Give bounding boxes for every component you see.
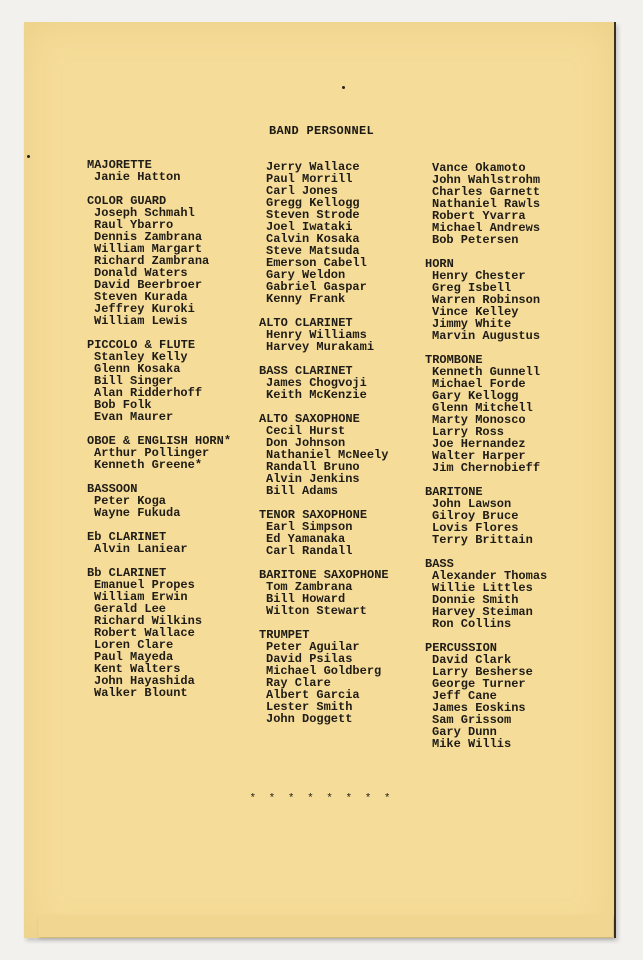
instrument-section	[87, 339, 262, 423]
member-name: David Beerbroer	[94, 278, 203, 292]
section-heading: TRUMPET	[259, 628, 310, 642]
member-name: Kenneth Greene*	[94, 458, 203, 472]
member-name: Henry Chester	[432, 269, 526, 283]
instrument-section	[87, 159, 262, 183]
instrument-section	[425, 486, 615, 546]
instrument-section	[425, 162, 615, 246]
member-name: Richard Wilkins	[94, 614, 203, 628]
member-name: Donnie Smith	[432, 593, 519, 607]
member-name: Henry Williams	[266, 328, 367, 342]
ink-speck	[27, 155, 30, 158]
member-name: Wilton Stewart	[266, 604, 367, 618]
member-name: Walker Blount	[94, 686, 188, 700]
member-name: Kent Walters	[94, 662, 181, 676]
member-name: Wayne Fukuda	[94, 506, 181, 520]
instrument-section	[259, 161, 429, 305]
member-name: Arthur Pollinger	[94, 446, 210, 460]
member-name: Emerson Cabell	[266, 256, 367, 270]
member-name: Bill Adams	[266, 484, 339, 498]
member-name: Robert Yvarra	[432, 209, 526, 223]
member-name: Loren Clare	[94, 638, 174, 652]
section-heading: BASS	[425, 557, 454, 571]
member-name: Dennis Zambrana	[94, 230, 203, 244]
member-name: Kenneth Gunnell	[432, 365, 541, 379]
member-name: Sam Grissom	[432, 713, 512, 727]
member-name: Richard Zambrana	[94, 254, 210, 268]
member-name: Robert Wallace	[94, 626, 195, 640]
section-heading: COLOR GUARD	[87, 194, 167, 208]
section-heading: MAJORETTE	[87, 158, 152, 172]
member-name: Kenny Frank	[266, 292, 346, 306]
member-name: Peter Aguilar	[266, 640, 360, 654]
section-heading: BASSOON	[87, 482, 138, 496]
member-name: Alan Ridderhoff	[94, 386, 203, 400]
member-name: Terry Brittain	[432, 533, 533, 547]
member-name: Vance Okamoto	[432, 161, 526, 175]
instrument-section	[425, 642, 615, 750]
instrument-section	[425, 354, 615, 474]
instrument-section	[87, 435, 262, 471]
member-name: Gary Kellogg	[432, 389, 519, 403]
member-name: Ron Collins	[432, 617, 512, 631]
member-name: Alvin Jenkins	[266, 472, 360, 486]
section-heading: PERCUSSION	[425, 641, 498, 655]
instrument-section	[259, 629, 429, 725]
section-heading: ALTO CLARINET	[259, 316, 353, 330]
member-name: John Wahlstrohm	[432, 173, 541, 187]
member-name: Mike Willis	[432, 737, 512, 751]
member-name: Gabriel Gaspar	[266, 280, 367, 294]
member-name: Joe Hernandez	[432, 437, 526, 451]
member-name: David Clark	[432, 653, 512, 667]
member-name: James Chogvoji	[266, 376, 367, 390]
member-name: Nathaniel Rawls	[432, 197, 541, 211]
member-name: Ed Yamanaka	[266, 532, 346, 546]
ink-speck	[342, 86, 345, 89]
member-name: Paul Mayeda	[94, 650, 174, 664]
member-name: Glenn Kosaka	[94, 362, 181, 376]
member-name: Jeff Cane	[432, 689, 497, 703]
instrument-section	[425, 258, 615, 342]
member-name: Charles Garnett	[432, 185, 541, 199]
member-name: Keith McKenzie	[266, 388, 367, 402]
member-name: Carl Jones	[266, 184, 339, 198]
section-heading: ALTO SAXOPHONE	[259, 412, 360, 426]
member-name: Carl Randall	[266, 544, 353, 558]
member-name: Stanley Kelly	[94, 350, 188, 364]
section-heading: OBOE & ENGLISH HORN*	[87, 434, 232, 448]
member-name: Glenn Mitchell	[432, 401, 533, 415]
instrument-section	[87, 483, 262, 519]
instrument-section	[87, 195, 262, 327]
member-name: Vince Kelley	[432, 305, 519, 319]
member-name: Randall Bruno	[266, 460, 360, 474]
instrument-section	[259, 509, 429, 557]
member-name: Steven Strode	[266, 208, 360, 222]
section-heading: Eb CLARINET	[87, 530, 167, 544]
member-name: Gilroy Bruce	[432, 509, 519, 523]
member-name: Cecil Hurst	[266, 424, 346, 438]
instrument-section	[259, 317, 429, 353]
instrument-section	[87, 567, 262, 699]
member-name: Michael Andrews	[432, 221, 541, 235]
member-name: Bill Howard	[266, 592, 346, 606]
member-name: Larry Ross	[432, 425, 505, 439]
member-name: Alvin Laniear	[94, 542, 188, 556]
section-heading: BASS CLARINET	[259, 364, 353, 378]
member-name: Walter Harper	[432, 449, 526, 463]
member-name: Lovis Flores	[432, 521, 519, 535]
member-name: Bob Petersen	[432, 233, 519, 247]
member-name: Marvin Augustus	[432, 329, 541, 343]
personnel-column-1	[87, 159, 262, 711]
member-name: Greg Isbell	[432, 281, 512, 295]
instrument-section	[259, 413, 429, 497]
section-heading: TENOR SAXOPHONE	[259, 508, 368, 522]
paper-back-edge	[38, 915, 613, 937]
member-name: Joseph Schmahl	[94, 206, 195, 220]
member-name: Harvey Steiman	[432, 605, 533, 619]
member-name: Steven Kurada	[94, 290, 188, 304]
member-name: Joel Iwataki	[266, 220, 353, 234]
member-name: Paul Morrill	[266, 172, 353, 186]
member-name: Bob Folk	[94, 398, 152, 412]
member-name: Raul Ybarro	[94, 218, 174, 232]
member-name: Don Johnson	[266, 436, 346, 450]
member-name: William Erwin	[94, 590, 188, 604]
member-name: Emanuel Propes	[94, 578, 195, 592]
personnel-column-2	[259, 161, 429, 737]
member-name: Evan Maurer	[94, 410, 174, 424]
member-name: David Psilas	[266, 652, 353, 666]
member-name: Jim Chernobieff	[432, 461, 541, 475]
member-name: Michael Forde	[432, 377, 526, 391]
instrument-section	[259, 569, 429, 617]
member-name: John Hayashida	[94, 674, 195, 688]
member-name: George Turner	[432, 677, 526, 691]
member-name: Ray Clare	[266, 676, 331, 690]
member-name: Nathaniel McNeely	[266, 448, 389, 462]
member-name: Warren Robinson	[432, 293, 541, 307]
section-heading: Bb CLARINET	[87, 566, 167, 580]
member-name: Peter Koga	[94, 494, 167, 508]
footer-stars: * * * * * * * *	[249, 793, 394, 805]
member-name: Gerald Lee	[94, 602, 167, 616]
member-name: Gary Dunn	[432, 725, 497, 739]
member-name: Jimmy White	[432, 317, 512, 331]
instrument-section	[425, 558, 615, 630]
member-name: Gary Weldon	[266, 268, 346, 282]
member-name: William Margart	[94, 242, 203, 256]
member-name: Jerry Wallace	[266, 160, 360, 174]
member-name: Marty Monosco	[432, 413, 526, 427]
member-name: John Doggett	[266, 712, 353, 726]
section-heading: TROMBONE	[425, 353, 483, 367]
member-name: Calvin Kosaka	[266, 232, 360, 246]
section-heading: PICCOLO & FLUTE	[87, 338, 196, 352]
member-name: Bill Singer	[94, 374, 174, 388]
page-title: BAND PERSONNEL	[268, 124, 375, 138]
member-name: Lester Smith	[266, 700, 353, 714]
member-name: Gregg Kellogg	[266, 196, 360, 210]
instrument-section	[87, 531, 262, 555]
member-name: Steve Matsuda	[266, 244, 360, 258]
member-name: Earl Simpson	[266, 520, 353, 534]
member-name: Willie Littles	[432, 581, 533, 595]
personnel-column-3	[425, 162, 615, 762]
member-name: Janie Hatton	[94, 170, 181, 184]
member-name: Jeffrey Kuroki	[94, 302, 195, 316]
member-name: Tom Zambrana	[266, 580, 353, 594]
member-name: Michael Goldberg	[266, 664, 382, 678]
member-name: Harvey Murakami	[266, 340, 375, 354]
instrument-section	[259, 365, 429, 401]
member-name: William Lewis	[94, 314, 188, 328]
member-name: James Eoskins	[432, 701, 526, 715]
section-heading: HORN	[425, 257, 454, 271]
member-name: Alexander Thomas	[432, 569, 548, 583]
section-heading: BARITONE	[425, 485, 483, 499]
section-heading: BARITONE SAXOPHONE	[259, 568, 389, 582]
member-name: Larry Besherse	[432, 665, 533, 679]
member-name: Albert Garcia	[266, 688, 360, 702]
member-name: John Lawson	[432, 497, 512, 511]
member-name: Donald Waters	[94, 266, 188, 280]
